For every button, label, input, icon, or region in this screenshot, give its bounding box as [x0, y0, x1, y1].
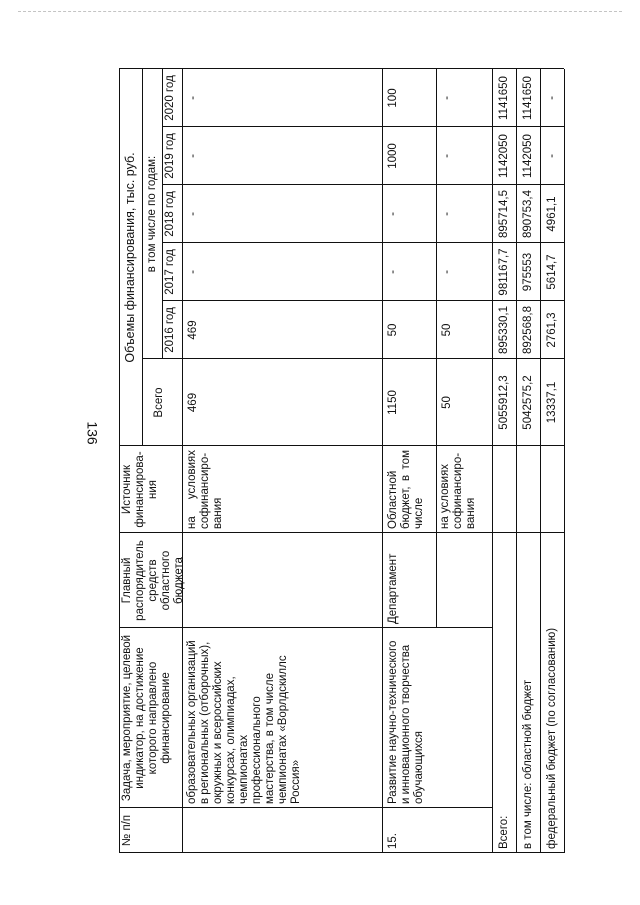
grid-line: [516, 69, 517, 853]
summary-total-2020: 1141650: [498, 76, 510, 120]
summary-total-2017: 981167,7: [498, 248, 510, 296]
summary-federal-2018: 4961,1: [546, 196, 558, 232]
row1-2020: -: [187, 96, 199, 100]
header-year-2018: 2018 год: [164, 191, 176, 237]
row3-2018: -: [441, 212, 453, 216]
row2-source: Областной бюджет, в том числе: [387, 450, 425, 529]
row1-total: 469: [187, 392, 199, 413]
row2-total: 1150: [387, 390, 399, 415]
header-volumes: Объемы финансирования, тыс. руб.: [123, 152, 137, 363]
row1-2018: -: [187, 212, 199, 216]
row2-2018: -: [387, 212, 399, 216]
row3-2017: -: [441, 270, 453, 274]
summary-total-2019: 1142050: [498, 134, 510, 178]
summary-regional-2017: 975553: [522, 252, 534, 292]
summary-total-2016: 895330,1: [498, 306, 510, 354]
header-year-2016: 2016 год: [164, 307, 176, 353]
row2-num: 15.: [387, 833, 399, 849]
row3-2016: 50: [441, 323, 453, 337]
rotated-page-content: [119, 69, 564, 853]
summary-total-2018: 895714,5: [498, 190, 510, 238]
header-by-years: в том числе по годам:: [146, 155, 158, 273]
summary-regional-2020: 1141650: [522, 76, 534, 120]
row2-task: Развитие научно-технического и инновационного творчества обучающихся: [387, 640, 425, 804]
header-year-2020: 2020 год: [164, 75, 176, 121]
summary-federal-2019: -: [546, 154, 558, 158]
row2-2019: 1000: [387, 143, 399, 169]
row3-2020: -: [441, 96, 453, 100]
header-num: № п/п: [121, 814, 133, 847]
summary-total-label: Всего:: [498, 815, 510, 849]
header-year-2017: 2017 год: [164, 249, 176, 295]
summary-regional-2016: 892568,8: [522, 306, 534, 354]
header-total: Всего: [153, 387, 165, 418]
row1-task: образовательных организаций в региональных (отборочных), окружных и всероссийских конкурсах, олимпиадах, чемпионатах профессионального мастерства, в том числе чемпионатах «Ворлдскиллс Россия»: [186, 640, 302, 804]
header-year-2019: 2019 год: [164, 133, 176, 179]
summary-regional-2019: 1142050: [522, 134, 534, 178]
summary-federal-total: 13337,1: [546, 381, 558, 424]
summary-federal-2016: 2761,3: [546, 312, 558, 348]
row1-2016: 469: [187, 320, 199, 340]
summary-federal-2020: -: [546, 96, 558, 100]
grid-line: [492, 69, 493, 853]
grid-line: [540, 69, 541, 853]
summary-federal-2017: 5614,7: [546, 254, 558, 290]
header-manager: Главный распорядитель средств областного бюджета: [121, 540, 185, 621]
financing-table: [119, 69, 564, 853]
row2-2017: -: [387, 270, 399, 274]
grid-line: [436, 69, 437, 628]
row2-manager: Департамент: [387, 553, 399, 624]
row3-source: на условиях софинансиро-вания: [439, 452, 477, 529]
summary-regional-total: 5042575,2: [522, 375, 534, 430]
row2-2020: 100: [387, 88, 399, 108]
row3-total: 50: [441, 396, 453, 409]
header-task: Задача, мероприятие, целевой индикатор, на достижение которого направлено финансирование: [121, 634, 172, 802]
summary-regional-2018: 890753,4: [522, 190, 534, 238]
row2-2016: 50: [387, 323, 399, 337]
grid-line: [564, 69, 565, 853]
page-number: 136: [84, 421, 101, 445]
row1-2019: -: [187, 154, 199, 158]
top-scan-dashes: [18, 11, 622, 12]
header-source: Источник финансирова-ния: [121, 451, 159, 528]
row1-source: на условиях софинансиро-вания: [186, 450, 224, 529]
summary-federal-label: федеральный бюджет (по согласованию): [546, 627, 558, 849]
row1-2017: -: [187, 270, 199, 274]
summary-total-total: 5055912,3: [498, 375, 510, 430]
row3-2019: -: [441, 154, 453, 158]
summary-regional-label: в том числе: областной бюджет: [522, 679, 534, 849]
